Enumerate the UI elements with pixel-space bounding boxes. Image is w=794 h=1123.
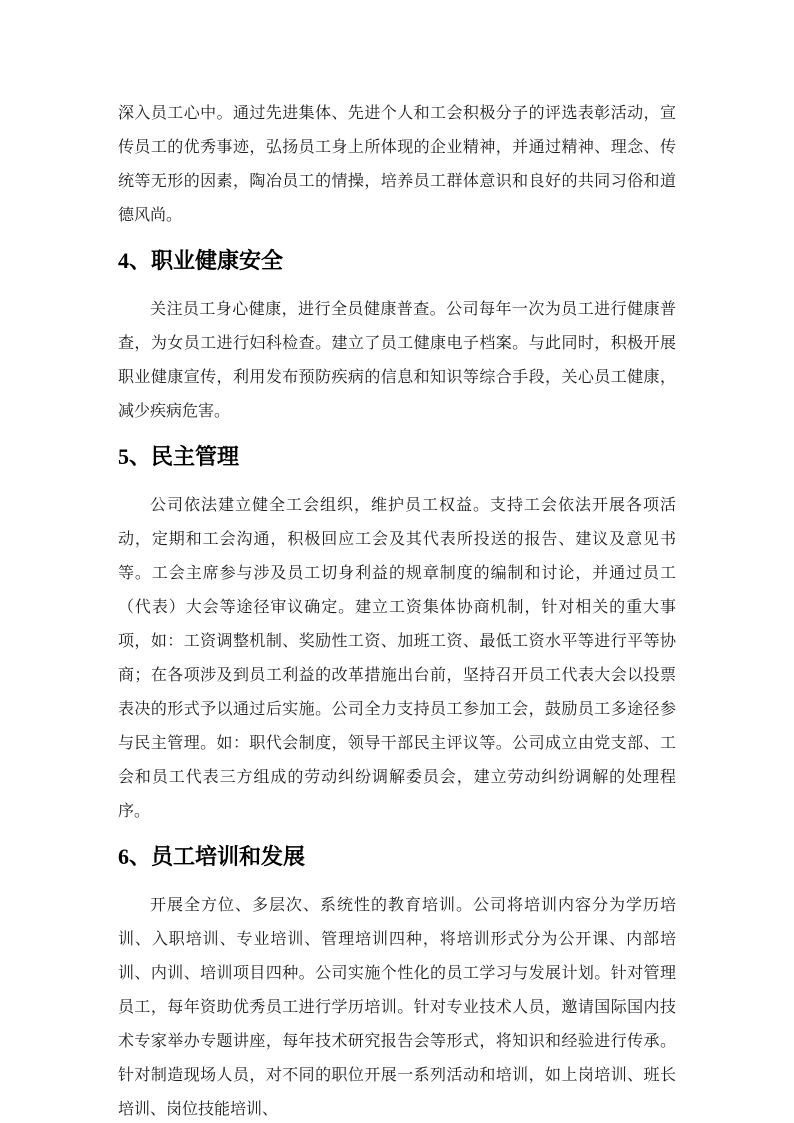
section-employee-training-development [118, 843, 676, 1123]
section-democratic-management [118, 443, 676, 829]
section-paragraph-5: 公司依法建立健全工会组织，维护员工权益。支持工会依法开展各项活动，定期和工会沟通，积极回应工会及其代表所投送的报告、建议及意见书等。工会主席参与涉及员工切身利益的规章制度的编制和讨论，并通过员工（代表）大会等途径审议确定。建立工资集体协商机制，针对相关的重大事项，如：工资调整机制、奖励性工资、加班工资、最低工资水平等进行平等协商；在各项涉及到员工利益的改革措施出台前，坚持召开员工代表大会以投票表决的形式予以通过后实施。公司全力支持员工参加工会，鼓励员工多途径参与民主管理。如：职代会制度，领导干部民主评议等。公司成立由党支部、工会和员工代表三方组成的劳动纠纷调解委员会，建立劳动纠纷调解的处理程序。 [118, 497, 676, 820]
section-occupational-health-safety [118, 247, 676, 429]
section-paragraph-4: 关注员工身心健康，进行全员健康普查。公司每年一次为员工进行健康普查，为女员工进行妇科检查。建立了员工健康电子档案。与此同时，积极开展职业健康宣传，利用发布预防疾病的信息和知识等综合手段，关心员工健康，减少疾病危害。 [118, 301, 676, 420]
section-paragraph-6: 开展全方位、多层次、系统性的教育培训。公司将培训内容分为学历培训、入职培训、专业培训、管理培训四种，将培训形式分为公开课、内部培训、内训、培训项目四种。公司实施个性化的员工学习与发展计划。针对管理员工，每年资助优秀员工进行学历培训。针对专业技术人员，邀请国际国内技术专家举办专题讲座，每年技术研究报告会等形式，将知识和经验进行传承。针对制造现场人员，对不同的职位开展一系列活动和培训，如上岗培训、班长培训、岗位技能培训、 [118, 897, 676, 1118]
section-heading-6: 6、员工培训和发展 [118, 844, 306, 869]
paragraph-continued-from-previous-page: 深入员工心中。通过先进集体、先进个人和工会积极分子的评选表彰活动，宣传员工的优秀事迹，弘扬员工身上所体现的企业精神，并通过精神、理念、传统等无形的因素，陶冶员工的情操，培养员工群体意识和良好的共同习俗和道德风尚。 [118, 105, 676, 224]
section-heading-4: 4、职业健康安全 [118, 248, 284, 273]
section-heading-5: 5、民主管理 [118, 444, 240, 469]
